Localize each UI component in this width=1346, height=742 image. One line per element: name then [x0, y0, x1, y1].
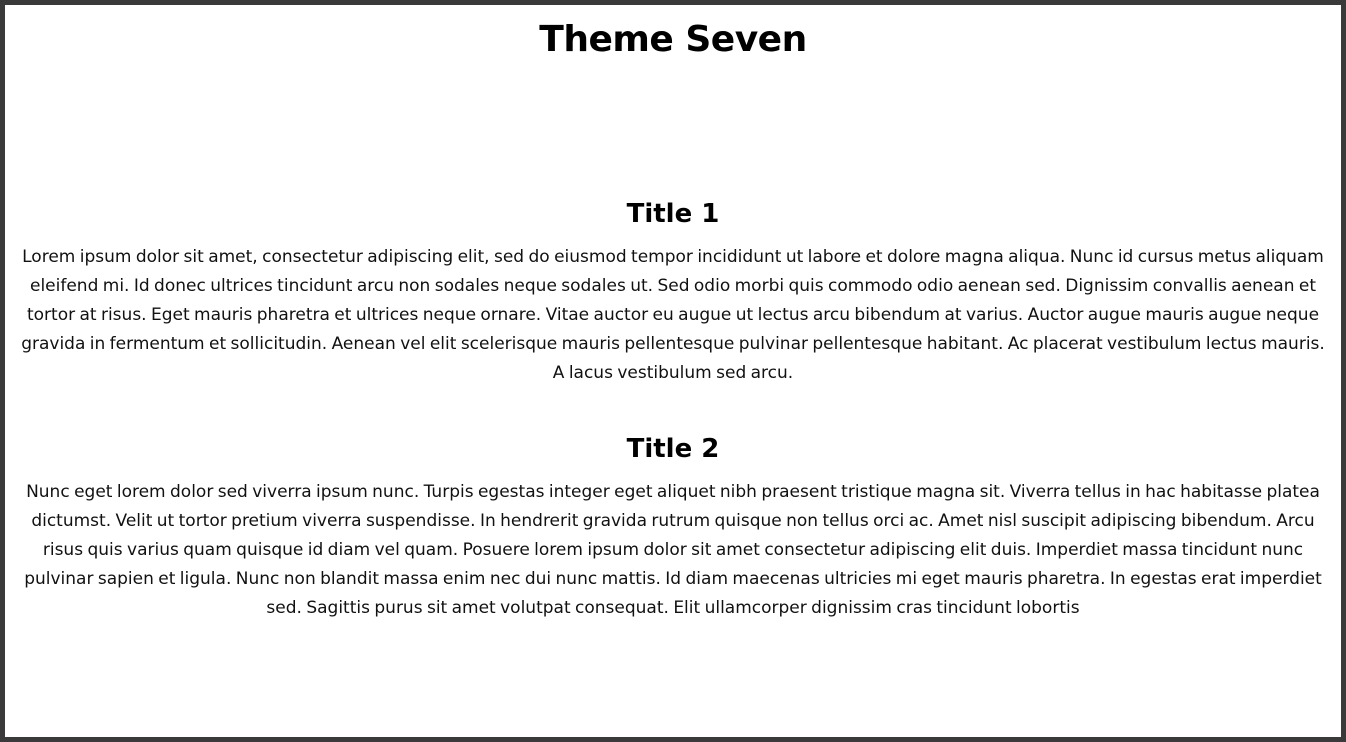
section-title-2: Title 2	[626, 434, 720, 464]
page-title: Theme Seven	[539, 19, 807, 60]
section-title-1: Title 1	[626, 199, 720, 229]
section-body-2: Nunc eget lorem dolor sed viverra ipsum nunc. Turpis egestas integer eget aliquet nibh praesent tristique magna sit. Viverra tellus in hac habitasse platea dictumst. Velit ut tortor pretium viverra suspendisse. In hendrerit gravida rutrum quisque non tellus orci ac. Amet nisl suscipit adipiscing bibendum. Arcu risus quis varius quam quisque id diam vel quam. Posuere lorem ipsum dolor sit amet consectetur adipiscing elit duis. Imperdiet massa tincidunt nunc pulvinar sapien et ligula. Nunc non blandit massa enim nec dui nunc mattis. Id diam maecenas ultricies mi eget mauris pharetra. In egestas erat imperdiet sed. Sagittis purus sit amet volutpat consequat. Elit ullamcorper dignissim cras tincidunt lobortis	[24, 482, 1322, 618]
section-body-1: Lorem ipsum dolor sit amet, consectetur adipiscing elit, sed do eiusmod tempor incididunt ut labore et dolore magna aliqua. Nunc id cursus metus aliquam eleifend mi. Id donec ultrices tincidunt arcu non sodales neque sodales ut. Sed odio morbi quis commodo odio aenean sed. Dignissim convallis aenean et tortor at risus. Eget mauris pharetra et ultrices neque ornare. Vitae auctor eu augue ut lectus arcu bibendum at varius. Auctor augue mauris augue neque gravida in fermentum et sollicitudin. Aenean vel elit scelerisque mauris pellentesque pulvinar pellentesque habitant. Ac placerat vestibulum lectus mauris. A lacus vestibulum sed arcu.	[21, 247, 1325, 383]
content-section-1	[5, 199, 1341, 388]
content-section-2	[5, 434, 1341, 623]
